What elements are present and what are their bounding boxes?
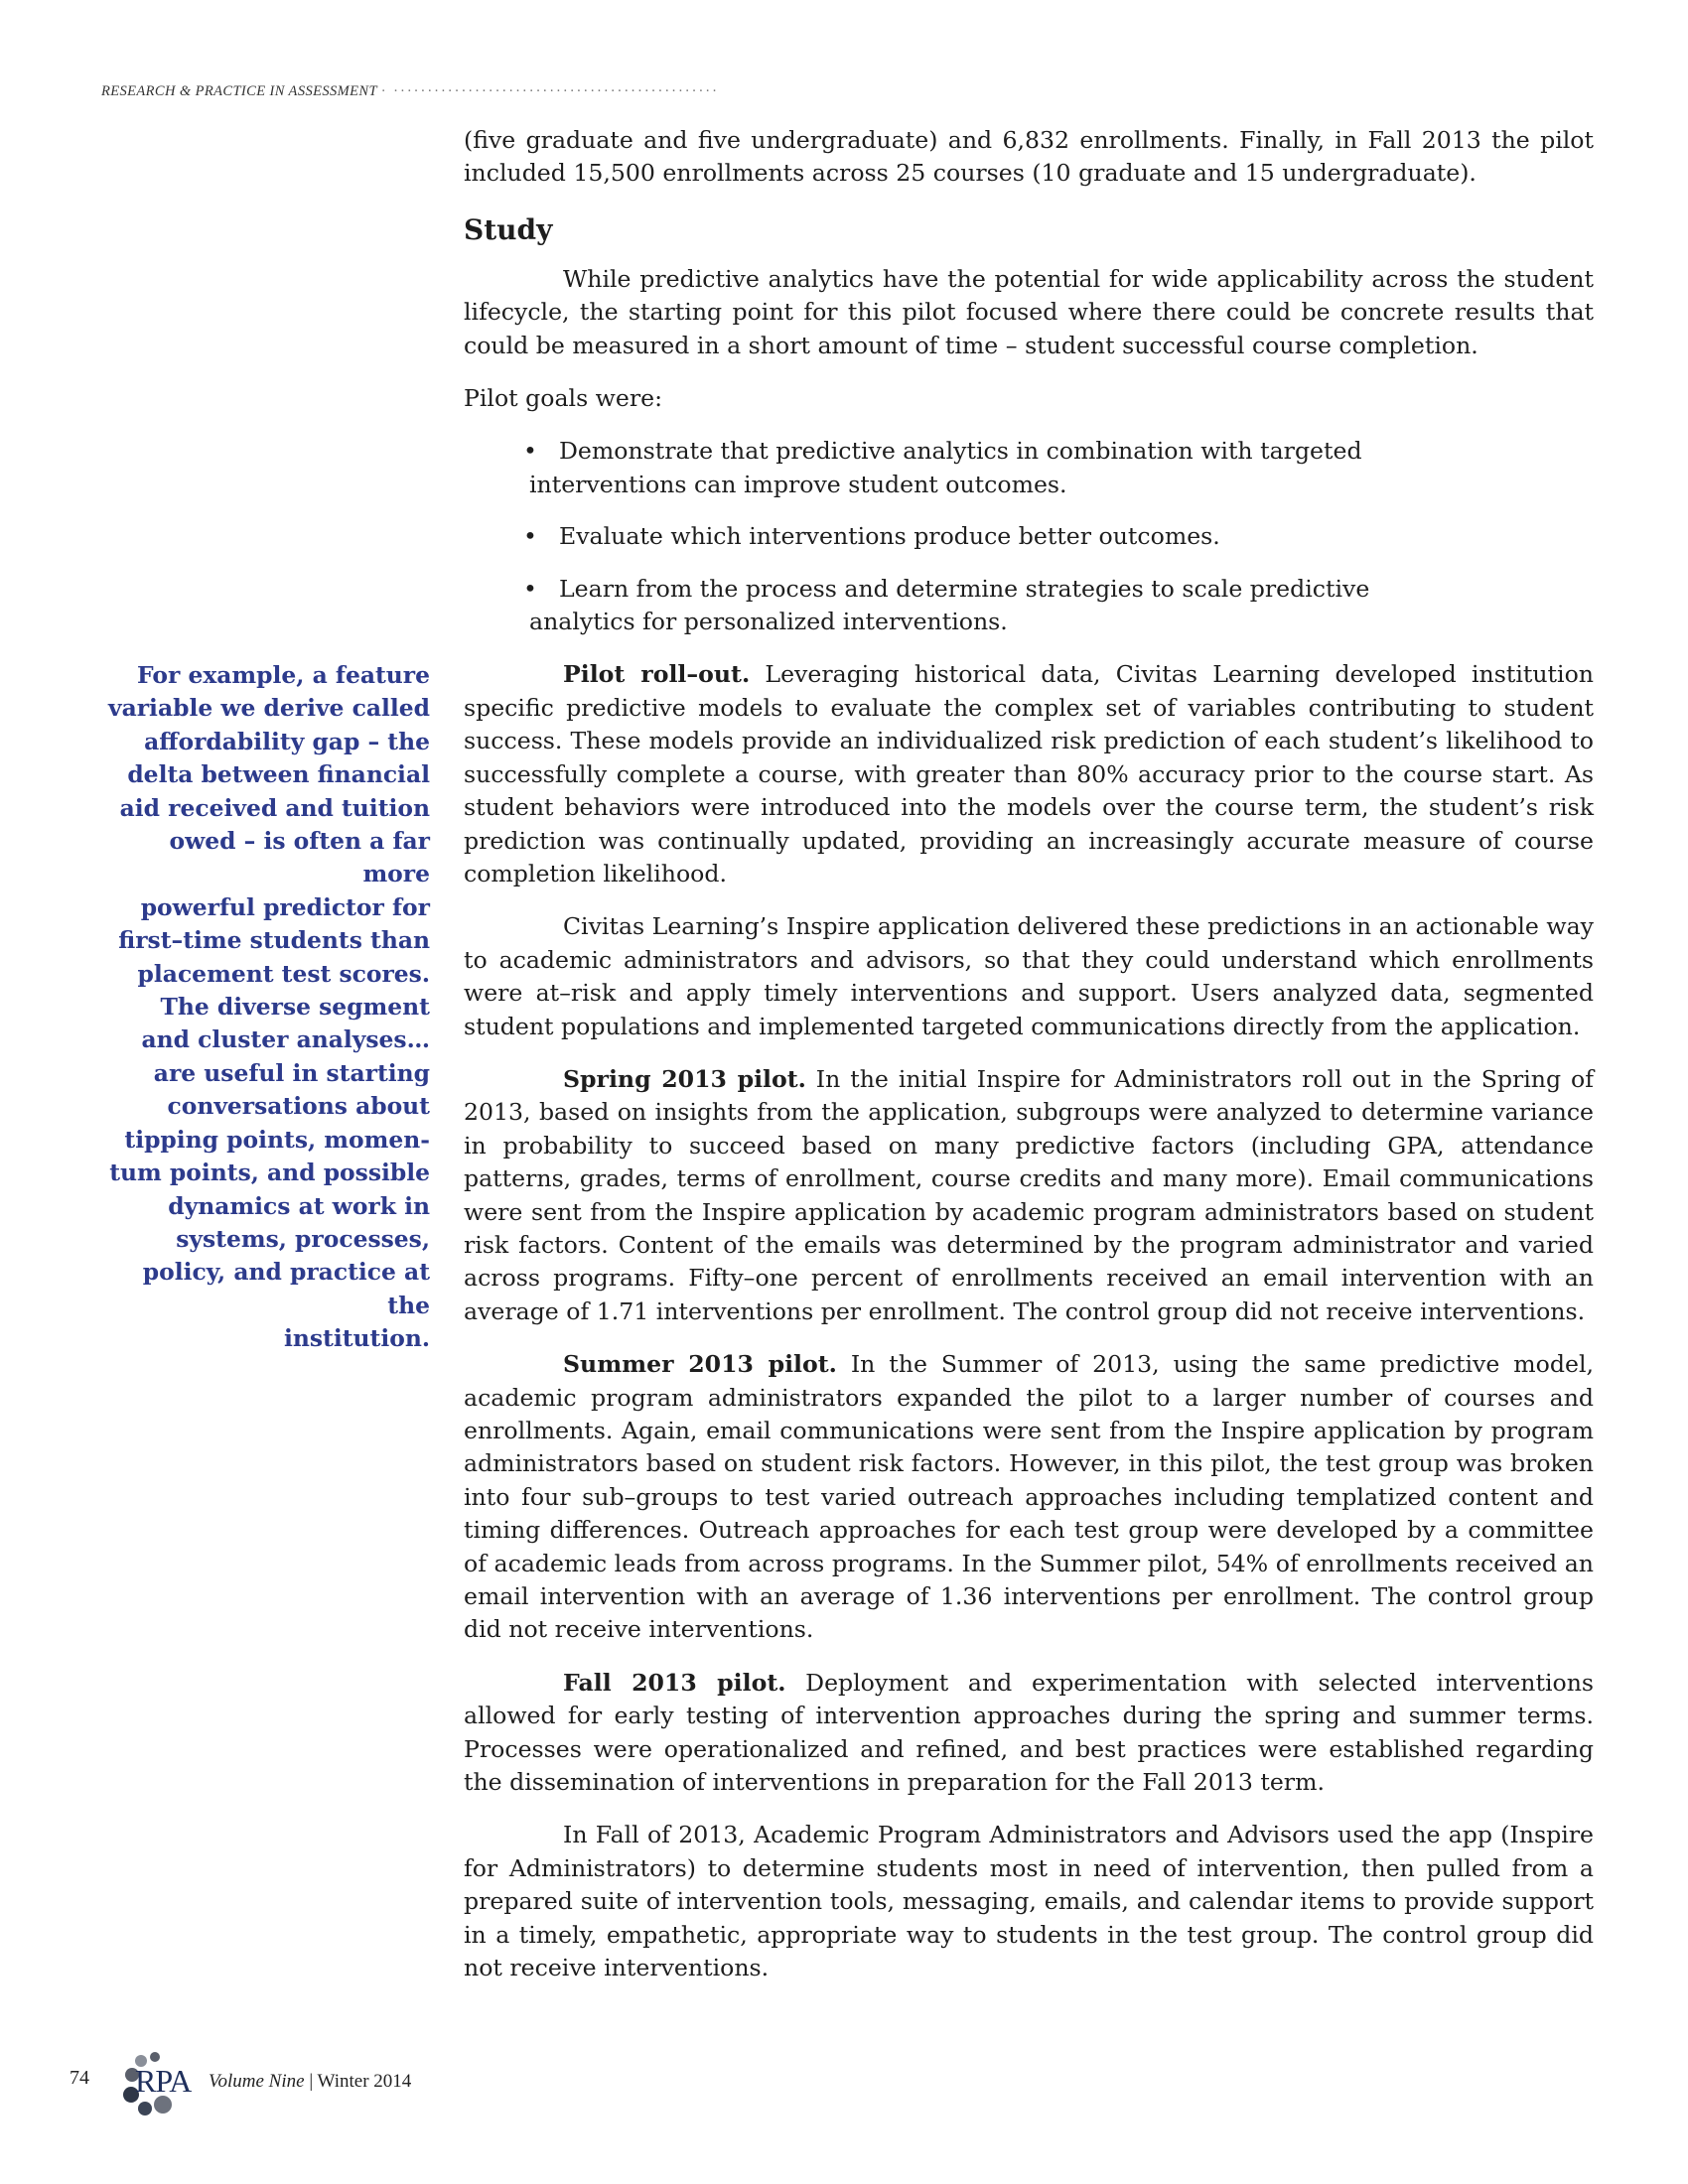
fall-detail-paragraph: In Fall of 2013, Academic Program Administrators and Advisors used the app (Inspire for Administrators) to determine students most in need of intervention, then pulled from a prepared suite of intervention tools, messaging, emails, and calendar items to provide support in a timely, empathetic, appropriate way to students in the test group. The control group did not receive interventions.: [464, 1821, 1594, 1982]
pull-quote-line: aid received and tuition: [119, 793, 430, 822]
pull-quote-line: tipping points, momen-: [124, 1125, 430, 1154]
rollout-run-in-head: Pilot roll–out.: [563, 660, 751, 689]
rollout-text: Leveraging historical data, Civitas Learning developed institution specific predictive models to evaluate the complex set of variables contributing to student success. These models provide an individualized risk prediction of each student’s likelihood to successfully complete a course, with greater than 80% accuracy prior to the course start. As student behaviors were introduced into the models over the course term, the student’s risk prediction was continually updated, providing an increasingly accurate measure of course completion likelihood.: [464, 660, 1594, 887]
pull-quote-line: systems, processes,: [176, 1224, 430, 1253]
pull-quote-line: first–time students than: [118, 926, 430, 955]
pull-quote-line: owed – is often a far more: [169, 827, 430, 888]
goal-text: Learn from the process and determine strategies to scale predictive analytics for personalized interventions.: [529, 574, 1370, 636]
pull-quote-line: are useful in starting: [153, 1058, 430, 1087]
pull-quote-line: placement test scores.: [137, 959, 430, 988]
summer-text: In the Summer of 2013, using the same predictive model, academic program administrators expanded the pilot to a larger number of courses and enrollments. Again, email communications were sent from the Inspire application by program administrators based on student risk factors. However, in this pilot, the test group was broken into four sub–groups to test varied outreach approaches including templatized content and timing differences. Outreach approaches for each test group were developed by a committee of academic leads from across programs. In the Summer pilot, 54% of enrollments received an email intervention with an average of 1.36 interventions per enrollment. The control group did not receive interventions.: [464, 1350, 1594, 1644]
pull-quote-line: conversations about: [167, 1092, 430, 1121]
list-item: [523, 573, 1383, 639]
running-head-dots: · ················································: [380, 83, 719, 99]
pull-quote-line: variable we derive called: [107, 694, 430, 723]
issue-info: [209, 2071, 411, 2093]
bullet-icon: •: [523, 437, 537, 466]
list-item: [523, 520, 1383, 553]
spring-text: In the initial Inspire for Administrators roll out in the Spring of 2013, based on insights from the application, subgroups were analyzed to determine variance in probability to succeed based on many predictive factors (including GPA, attendance patterns, grades, terms of enrollment, course credits and many more). Email communications were sent from the Inspire application by academic program administrators based on student risk factors. Content of the emails was determined by the program administrator and varied across programs. Fifty–one percent of enrollments received an email intervention with an average of 1.71 interventions per enrollment. The control group did not receive interventions.: [464, 1064, 1594, 1325]
goals-list: [464, 435, 1383, 638]
pull-quote: [94, 659, 430, 1356]
study-paragraph: While predictive analytics have the potential for wide applicability across the student lifecycle, the starting point for this pilot focused where there could be concrete results that could be measured in a short amount of time – student successful course completion.: [464, 264, 1594, 359]
volume-label: Volume Nine: [209, 2071, 305, 2092]
summer-paragraph: [464, 1348, 1594, 1647]
season-label: Winter 2014: [317, 2071, 412, 2092]
spring-paragraph: [464, 1063, 1594, 1328]
pull-quote-line: dynamics at work in: [168, 1191, 430, 1220]
running-head-title: RESEARCH & PRACTICE IN ASSESSMENT: [101, 83, 377, 99]
main-column: [464, 124, 1594, 2005]
inspire-paragraph: Civitas Learning’s Inspire application delivered these predictions in an actionable way to academic administrators and advisors, so that they could understand which enrollments were at–risk and apply timely interventions and support. Users analyzed data, segmented student populations and implemented targeted communications directly from the application.: [464, 912, 1594, 1040]
page-number: 74: [70, 2067, 89, 2089]
running-head: [101, 83, 836, 103]
pull-quote-line: The diverse segment: [160, 993, 430, 1022]
rollout-paragraph: [464, 658, 1594, 890]
list-item: [523, 435, 1383, 501]
goals-intro: Pilot goals were:: [464, 384, 663, 413]
pull-quote-line: and cluster analyses…: [141, 1025, 430, 1054]
pull-quote-line: powerful predictor for: [140, 892, 430, 921]
pull-quote-line: tum points, and possible: [109, 1159, 430, 1187]
issue-separator: |: [304, 2071, 318, 2092]
fall-text: Deployment and experimentation with selected interventions allowed for early testing of intervention approaches during the spring and summer terms. Processes were operationalized and refined, and best practices were established regarding the dissemination of interventions in preparation for the Fall 2013 term.: [464, 1668, 1594, 1797]
intro-paragraph: (five graduate and five undergraduate) and 6,832 enrollments. Finally, in Fall 2013 the pilot included 15,500 enrollments across 25 courses (10 graduate and 15 undergraduate).: [464, 126, 1594, 188]
pull-quote-line: policy, and practice at the: [142, 1258, 430, 1319]
pull-quote-line: For example, a feature: [137, 661, 430, 689]
spring-run-in-head: Spring 2013 pilot.: [563, 1064, 806, 1093]
fall-paragraph: [464, 1667, 1594, 1800]
summer-run-in-head: Summer 2013 pilot.: [563, 1350, 837, 1379]
fall-run-in-head: Fall 2013 pilot.: [563, 1668, 786, 1697]
logo-wordmark: RPA: [135, 2063, 192, 2099]
bullet-icon: •: [523, 574, 537, 603]
bullet-icon: •: [523, 522, 537, 551]
goal-text: Demonstrate that predictive analytics in combination with targeted interventions can improve student outcomes.: [529, 437, 1362, 498]
goal-text: Evaluate which interventions produce better outcomes.: [559, 522, 1220, 551]
pull-quote-line: delta between financial: [127, 760, 430, 789]
pull-quote-line: institution.: [283, 1324, 430, 1353]
page-footer: [70, 2047, 487, 2116]
section-heading-study: Study: [464, 212, 553, 246]
pull-quote-line: affordability gap – the: [144, 727, 430, 755]
